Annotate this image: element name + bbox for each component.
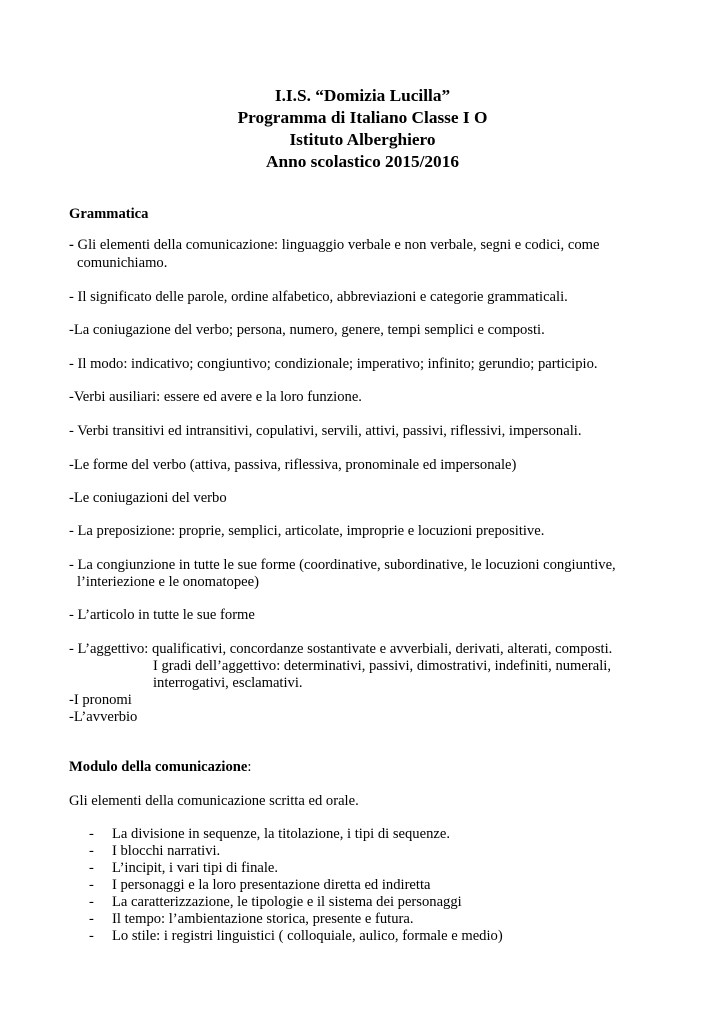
bullet-dash: - (89, 860, 94, 876)
list-item-text: La divisione in sequenze, la titolazione, i tipi di sequenze. (112, 826, 450, 842)
grammatica-item-7: -Le forme del verbo (attiva, passiva, riflessiva, pronominale ed impersonale) (69, 457, 517, 473)
grammatica-item-1-dash: - (69, 237, 74, 253)
modulo-heading-text: Modulo della comunicazione (69, 759, 248, 775)
bullet-dash: - (89, 826, 94, 842)
bullet-dash: - (89, 928, 94, 944)
grammatica-item-2: - Il significato delle parole, ordine alfabetico, abbreviazioni e categorie grammaticali. (69, 289, 568, 305)
grammatica-item-11: - L’articolo in tutte le sue forme (69, 607, 255, 623)
document-title (0, 85, 725, 173)
bullet-dash: - (89, 894, 94, 910)
grammatica-item-1-cont: comunichiamo. (77, 255, 168, 271)
list-item-text: Lo stile: i registri linguistici ( colloquiale, aulico, formale e medio) (112, 928, 503, 944)
grammatica-item-1-text: Gli elementi della comunicazione: linguaggio verbale e non verbale, segni e codici, come (73, 237, 600, 253)
grammatica-item-3: -La coniugazione del verbo; persona, numero, genere, tempi semplici e composti. (69, 322, 545, 338)
grammatica-item-6: - Verbi transitivi ed intransitivi, copulativi, servili, attivi, passivi, riflessivi, impersonali. (69, 423, 582, 439)
grammatica-item-8: -Le coniugazioni del verbo (69, 490, 227, 506)
grammatica-item-9: - La preposizione: proprie, semplici, articolate, improprie e locuzioni prepositive. (69, 523, 545, 539)
modulo-heading (69, 758, 251, 776)
grammatica-item-4: - Il modo: indicativo; congiuntivo; condizionale; imperativo; infinito; gerundio; participio. (69, 356, 598, 372)
list-item-text: La caratterizzazione, le tipologie e il sistema dei personaggi (112, 894, 462, 910)
title-school-year: Anno scolastico 2015/2016 (266, 152, 459, 171)
grammatica-item-12-cont-1: I gradi dell’aggettivo: determinativi, passivi, dimostrativi, indefiniti, numerali, (153, 658, 611, 674)
list-item-text: L’incipit, i vari tipi di finale. (112, 860, 279, 876)
grammatica-item-12-cont-2: interrogativi, esclamativi. (153, 675, 303, 691)
bullet-dash: - (89, 843, 94, 859)
bullet-dash: - (89, 911, 94, 927)
title-program: Programma di Italiano Classe I O (237, 108, 488, 127)
modulo-heading-colon: : (247, 759, 252, 775)
grammatica-item-13: -I pronomi (69, 692, 132, 708)
grammatica-item-14: -L’avverbio (69, 709, 138, 725)
bullet-dash: - (89, 877, 94, 893)
title-institute: Istituto Alberghiero (289, 130, 436, 149)
grammatica-item-10-cont: l’interiezione e le onomatopee) (77, 574, 259, 590)
grammatica-item-5: -Verbi ausiliari: essere ed avere e la loro funzione. (69, 389, 362, 405)
grammatica-item-1 (69, 236, 599, 254)
list-item-text: Il tempo: l’ambientazione storica, presente e futura. (112, 911, 414, 927)
grammatica-heading: Grammatica (69, 206, 149, 222)
title-school: I.I.S. “Domizia Lucilla” (274, 86, 451, 105)
grammatica-item-12: - L’aggettivo: qualificativi, concordanze sostantivate e avverbiali, derivati, alterati, composti. (69, 641, 613, 657)
list-item-text: I blocchi narrativi. (112, 843, 221, 859)
modulo-intro: Gli elementi della comunicazione scritta ed orale. (69, 793, 359, 809)
grammatica-item-10: - La congiunzione in tutte le sue forme (coordinative, subordinative, le locuzioni congiuntive, (69, 557, 616, 573)
list-item-text: I personaggi e la loro presentazione diretta ed indiretta (112, 877, 431, 893)
